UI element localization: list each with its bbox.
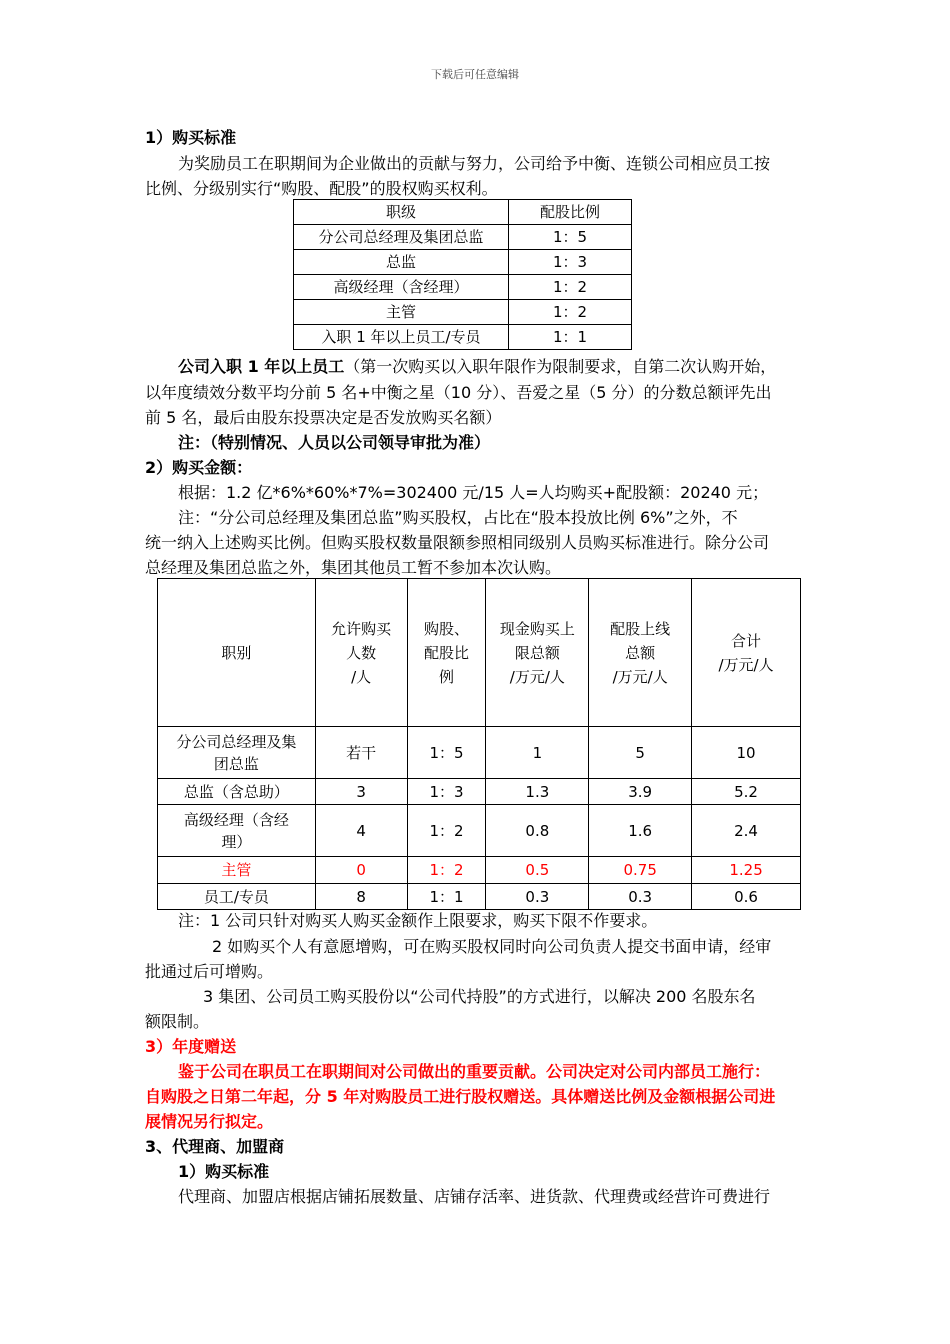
row-label-cell: 分公司总经理及集 团总监 bbox=[158, 727, 316, 779]
table-row bbox=[294, 275, 632, 300]
gift-line-2: 自购股之日第二年起，分 5 年对购股员工进行股权赠送。具体赠送比例及金额根据公司进 bbox=[145, 1087, 776, 1106]
table-cell: 1：1 bbox=[407, 884, 486, 910]
table-row bbox=[294, 225, 632, 250]
row-label-cell: 高级经理（含经 理） bbox=[158, 805, 316, 857]
table-header-row bbox=[158, 579, 801, 727]
intro-line-1: 为奖励员工在职期间为企业做出的贡献与努力，公司给予中衡、连锁公司相应员工按 bbox=[178, 154, 771, 173]
table-row bbox=[294, 250, 632, 275]
amount-note-1: 注：“分公司总经理及集团总监”购买股权，占比在“股本投放比例 6%”之外，不 bbox=[178, 508, 738, 527]
table-cell: 高级经理（含经理） bbox=[294, 275, 509, 300]
table-cell: 2.4 bbox=[692, 805, 801, 857]
table-cell: 1：2 bbox=[509, 300, 632, 325]
eligibility-bold: 公司入职 1 年以上员工 bbox=[178, 357, 345, 376]
table-cell: 1：3 bbox=[407, 779, 486, 805]
amount-table bbox=[157, 578, 801, 910]
table-row bbox=[158, 805, 801, 857]
agents-line-1: 代理商、加盟店根据店铺拓展数量、店铺存活率、进货款、代理费或经营许可费进行 bbox=[178, 1187, 771, 1206]
table-cell: 入职 1 年以上员工/专员 bbox=[294, 325, 509, 350]
eligibility-line-3: 前 5 名，最后由股东投票决定是否发放购买名额） bbox=[145, 408, 502, 427]
table-cell: 4 bbox=[315, 805, 407, 857]
table-cell: 总监 bbox=[294, 250, 509, 275]
basis-line: 根据：1.2 亿*6%*60%*7%=302400 元/15 人=人均购买+配股额：20240 元； bbox=[178, 483, 769, 502]
table-cell: 1.6 bbox=[589, 805, 692, 857]
header-cell: 配股上线 总额 /万元/人 bbox=[589, 579, 692, 727]
eligibility-line-2: 以年度绩效分数平均分前 5 名+中衡之星（10 分）、吾爱之星（5 分）的分数总额评先出 bbox=[145, 383, 772, 402]
eligibility-line-1 bbox=[178, 355, 776, 379]
table-note-2a: 2 如购买个人有意愿增购，可在购买股权同时向公司负责人提交书面申请，经审 bbox=[212, 937, 772, 956]
section-title-purchase-amount: 2）购买金额： bbox=[145, 458, 253, 477]
header-cell: 合计 /万元/人 bbox=[692, 579, 801, 727]
table-cell: 0.75 bbox=[589, 857, 692, 884]
amount-note-2: 统一纳入上述购买比例。但购买股权数量限额参照相同级别人员购买标准进行。除分公司 bbox=[145, 533, 770, 552]
table-cell: 1：3 bbox=[509, 250, 632, 275]
table-note-3b: 额限制。 bbox=[145, 1012, 210, 1031]
section-title-agents: 3、代理商、加盟商 bbox=[145, 1137, 285, 1156]
section-title-purchase-standard: 1）购买标准 bbox=[145, 128, 237, 147]
table-cell: 若干 bbox=[315, 727, 407, 779]
table-cell: 0.3 bbox=[486, 884, 589, 910]
table-cell: 1.25 bbox=[692, 857, 801, 884]
agents-subtitle: 1）购买标准 bbox=[178, 1162, 270, 1181]
table-row bbox=[158, 884, 801, 910]
table-cell: 5.2 bbox=[692, 779, 801, 805]
table-row bbox=[158, 779, 801, 805]
header-cell: 职级 bbox=[294, 200, 509, 225]
table-cell: 10 bbox=[692, 727, 801, 779]
table-cell: 1：2 bbox=[407, 805, 486, 857]
ratio-table bbox=[293, 199, 632, 350]
table-note-3a: 3 集团、公司员工购买股份以“公司代持股”的方式进行，以解决 200 名股东名 bbox=[203, 987, 756, 1006]
header-cell: 配股比例 bbox=[509, 200, 632, 225]
table-cell: 3 bbox=[315, 779, 407, 805]
table-cell: 3.9 bbox=[589, 779, 692, 805]
row-label-cell: 主管 bbox=[158, 857, 316, 884]
page-header: 下载后可任意编辑 bbox=[431, 68, 519, 81]
eligibility-rest: （第一次购买以入职年限作为限制要求，自第二次认购开始， bbox=[344, 357, 777, 376]
table-row bbox=[158, 727, 801, 779]
table-cell: 1：5 bbox=[509, 225, 632, 250]
table-cell: 主管 bbox=[294, 300, 509, 325]
table-cell: 1.3 bbox=[486, 779, 589, 805]
header-cell: 职别 bbox=[158, 579, 316, 727]
table-row bbox=[294, 300, 632, 325]
table-cell: 分公司总经理及集团总监 bbox=[294, 225, 509, 250]
table-cell: 1 bbox=[486, 727, 589, 779]
section-title-annual-gift: 3）年度赠送 bbox=[145, 1037, 237, 1056]
table-note-2b: 批通过后可增购。 bbox=[145, 962, 274, 981]
gift-line-3: 展情况另行拟定。 bbox=[145, 1112, 274, 1131]
header-cell: 现金购买上 限总额 /万元/人 bbox=[486, 579, 589, 727]
table-cell: 1：2 bbox=[407, 857, 486, 884]
table-cell: 5 bbox=[589, 727, 692, 779]
special-note: 注：（特别情况、人员以公司领导审批为准） bbox=[178, 433, 491, 452]
table-cell: 0.3 bbox=[589, 884, 692, 910]
intro-line-2: 比例、分级别实行“购股、配股”的股权购买权利。 bbox=[145, 179, 498, 198]
table-cell: 8 bbox=[315, 884, 407, 910]
table-note-1: 注：1 公司只针对购买人购买金额作上限要求，购买下限不作要求。 bbox=[178, 911, 658, 930]
table-cell: 1：5 bbox=[407, 727, 486, 779]
row-label-cell: 员工/专员 bbox=[158, 884, 316, 910]
gift-line-1: 鉴于公司在职员工在职期间对公司做出的重要贡献。公司决定对公司内部员工施行： bbox=[178, 1062, 771, 1081]
table-header-row bbox=[294, 200, 632, 225]
table-cell: 0.6 bbox=[692, 884, 801, 910]
table-cell: 0 bbox=[315, 857, 407, 884]
table-cell: 1：1 bbox=[509, 325, 632, 350]
table-cell: 1：2 bbox=[509, 275, 632, 300]
row-label-cell: 总监（含总助） bbox=[158, 779, 316, 805]
amount-note-3: 总经理及集团总监之外，集团其他员工暂不参加本次认购。 bbox=[145, 558, 562, 577]
table-cell: 0.8 bbox=[486, 805, 589, 857]
header-cell: 购股、 配股比 例 bbox=[407, 579, 486, 727]
table-row bbox=[294, 325, 632, 350]
table-row bbox=[158, 857, 801, 884]
table-cell: 0.5 bbox=[486, 857, 589, 884]
header-cell: 允许购买 人数 /人 bbox=[315, 579, 407, 727]
